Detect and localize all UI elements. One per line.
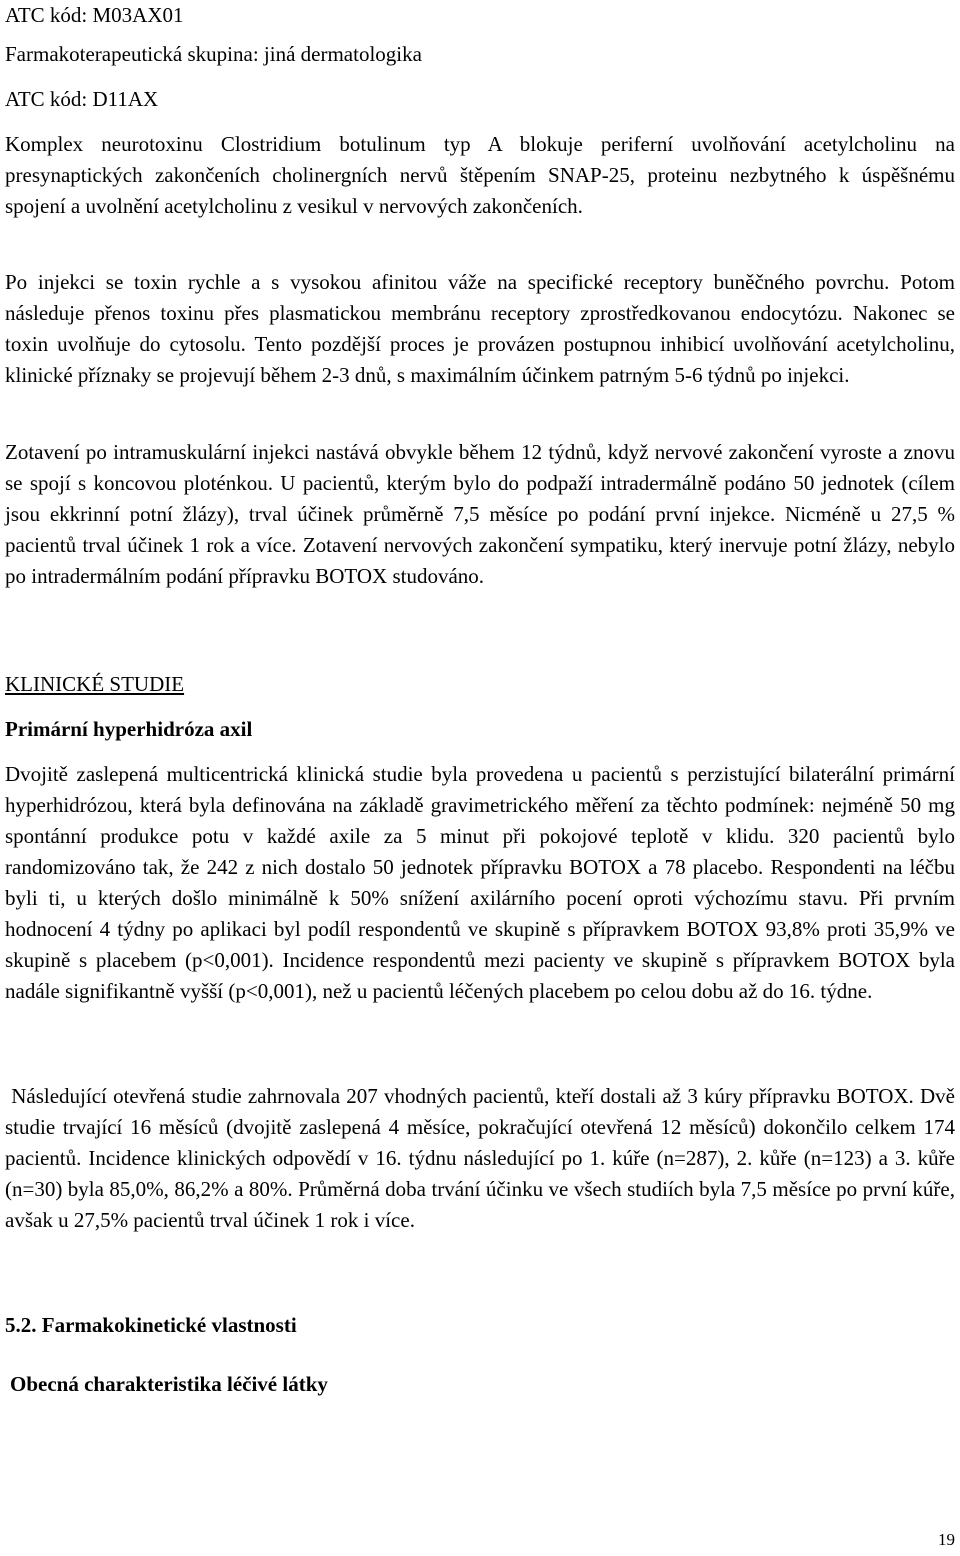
clinical-studies-heading: KLINICKÉ STUDIE	[5, 672, 185, 696]
pharmacokinetics-section-heading: 5.2. Farmakokinetické vlastnosti	[5, 1313, 297, 1337]
page-number: 19	[938, 1530, 955, 1549]
atc-code-m03ax01: ATC kód: M03AX01	[5, 3, 184, 27]
mechanism-paragraph-3: Zotavení po intramuskulární injekci nastává obvykle během 12 týdnů, když nervové zakončení vyroste a znovu se spojí s koncovou ploténkou. U pacientů, kterým bylo do podpaží intradermálně podáno 50 jednotek (cílem jsou ekkrinní potní žlázy), trval účinek průměrně 7,5 měsíce po podání první injekce. Nicméně u 27,5 % pacientů trval účinek 1 rok a více. Zotavení nervových zakončení sympatiku, který inervuje potní žlázy, nebylo po intradermálním podání přípravku BOTOX studováno.	[5, 440, 955, 588]
pharmacotherapeutic-group: Farmakoterapeutická skupina: jiná dermatologika	[5, 42, 422, 66]
active-substance-subheading: Obecná charakteristika léčivé látky	[10, 1372, 328, 1396]
axillary-hyperhidrosis-subheading: Primární hyperhidróza axil	[5, 717, 253, 741]
mechanism-paragraph-1: Komplex neurotoxinu Clostridium botulinum typ A blokuje periferní uvolňování acetylcholinu na presynaptických zakončeních cholinergních nervů štěpením SNAP-25, proteinu nezbytného k úspěšnému spojení a uvolnění acetylcholinu z vesikul v nervových zakončeních.	[5, 132, 955, 218]
mechanism-paragraph-2: Po injekci se toxin rychle a s vysokou afinitou váže na specifické receptory buněčného povrchu. Potom následuje přenos toxinu přes plasmatickou membránu receptory zprostředkovanou endocytózu. Nakonec se toxin uvolňuje do cytosolu. Tento pozdější proces je provázen postupnou inhibicí uvolňování acetylcholinu, klinické příznaky se projevují během 2-3 dnů, s maximálním účinkem patrným 5-6 týdnů po injekci.	[5, 270, 955, 387]
clinical-study-paragraph-1: Dvojitě zaslepená multicentrická klinická studie byla provedena u pacientů s perzistující bilaterální primární hyperhidrózou, která byla definována na základě gravimetrického měření za těchto podmínek: nejméně 50 mg spontánní produkce potu v každé axile za 5 minut při pokojové teplotě v klidu. 320 pacientů bylo randomizováno tak, že 242 z nich dostalo 50 jednotek přípravku BOTOX a 78 placebo. Respondenti na léčbu byli ti, u kterých došlo minimálně k 50% snížení axilárního pocení oproti výchozímu stavu. Při prvním hodnocení 4 týdny po aplikaci byl podíl respondentů ve skupině s přípravkem BOTOX 93,8% proti 35,9% ve skupině s placebem (p<0,001). Incidence respondentů mezi pacienty ve skupině s přípravkem BOTOX byla nadále signifikantně vyšší (p<0,001), než u pacientů léčených placebem po celou dobu až do 16. týdne.	[5, 762, 955, 1003]
clinical-study-paragraph-2: Následující otevřená studie zahrnovala 207 vhodných pacientů, kteří dostali až 3 kúry přípravku BOTOX. Dvě studie trvající 16 měsíců (dvojitě zaslepená 4 měsíce, pokračující otevřená 12 měsíců) dokončilo celkem 174 pacientů. Incidence klinických odpovědí v 16. týdnu následující po 1. kúře (n=287), 2. kůře (n=123) a 3. kůře (n=30) byla 85,0%, 86,2% a 80%. Průměrná doba trvání účinku ve všech studiích byla 7,5 měsíce po první kúře, avšak u 27,5% pacientů trval účinek 1 rok i více.	[5, 1084, 960, 1232]
atc-code-d11ax: ATC kód: D11AX	[5, 87, 159, 111]
